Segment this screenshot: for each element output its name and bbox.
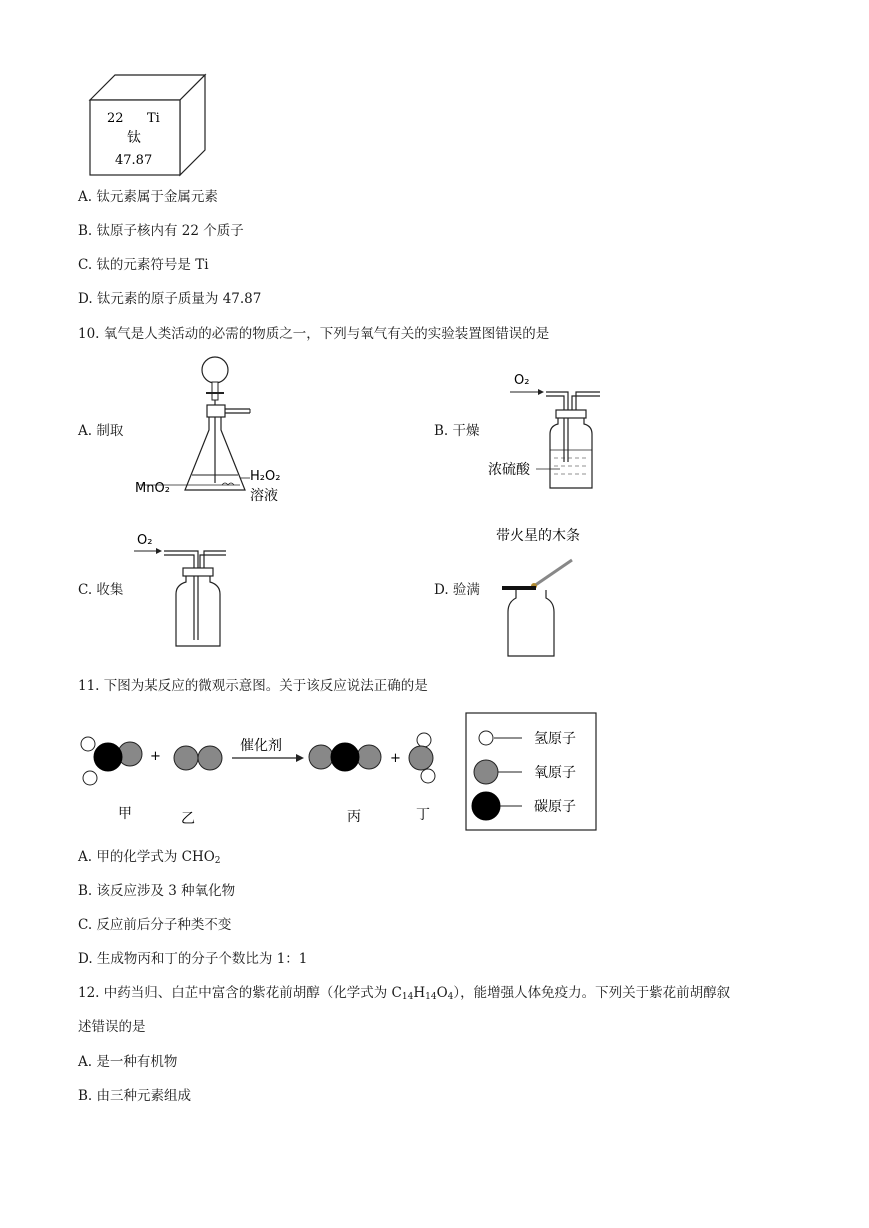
plus-2: +	[390, 751, 401, 766]
q9-option-a: A. 钛元素属于金属元素	[78, 189, 218, 205]
q12-mid-h: H	[413, 985, 426, 1001]
legend-carbon: 碳原子	[534, 799, 576, 815]
mno2-label: MnO₂	[135, 481, 170, 496]
q10-option-c: C. 收集	[78, 582, 124, 598]
q12-sub-h: 14	[425, 992, 437, 1002]
q11-option-a	[78, 848, 221, 870]
o2-label-b: O₂	[514, 373, 530, 388]
test-full-apparatus	[494, 522, 614, 662]
legend-hydrogen: 氢原子	[534, 731, 576, 747]
q12-sub-o: 4	[447, 992, 454, 1002]
q10-option-a: A. 制取	[78, 423, 124, 439]
q12-option-a: A. 是一种有机物	[78, 1054, 178, 1070]
solution-label: 溶液	[250, 488, 278, 504]
drying-apparatus	[488, 372, 618, 497]
collection-apparatus	[134, 530, 234, 650]
splint-label: 带火星的木条	[496, 528, 580, 544]
q11-stem: 11. 下图为某反应的微观示意图。关于该反应说法正确的是	[78, 678, 428, 694]
q10-stem: 10. 氧气是人类活动的必需的物质之一，下列与氧气有关的实验装置图错误的是	[78, 326, 550, 342]
q12-option-b: B. 由三种元素组成	[78, 1088, 192, 1104]
conc-acid-label: 浓硫酸	[488, 462, 530, 478]
o2-label-c: O₂	[137, 533, 153, 548]
name-bing: 丙	[347, 809, 361, 825]
element-name: 钛	[127, 130, 141, 146]
q11-option-c: C. 反应前后分子种类不变	[78, 917, 232, 933]
name-ding: 丁	[416, 807, 430, 823]
titanium-element-card	[85, 70, 210, 180]
q12-sub-c: 14	[401, 992, 414, 1002]
q9-option-d: D. 钛元素的原子质量为 47.87	[78, 291, 262, 307]
q11-option-a-text: A. 甲的化学式为 CHO	[78, 849, 215, 865]
name-jia: 甲	[118, 806, 132, 822]
atomic-mass: 47.87	[115, 153, 153, 168]
oxygen-generation-apparatus	[130, 355, 300, 505]
legend-oxygen: 氧原子	[534, 765, 576, 781]
atomic-number: 22	[107, 111, 124, 126]
plus-1: +	[150, 749, 161, 764]
q9-option-c: C. 钛的元素符号是 Ti	[78, 257, 209, 273]
q12-stem-line1	[78, 984, 730, 1006]
element-symbol: Ti	[147, 111, 160, 126]
catalyst-label: 催化剂	[240, 738, 282, 754]
q11-option-d: D. 生成物丙和丁的分子个数比为 1：1	[78, 951, 308, 967]
h2o2-label: H₂O₂	[250, 469, 281, 484]
q10-option-b: B. 干燥	[434, 423, 480, 439]
q12-stem-line2: 述错误的是	[78, 1019, 146, 1035]
q9-option-b: B. 钛原子核内有 22 个质子	[78, 223, 244, 239]
reaction-micro-diagram	[78, 710, 608, 835]
q10-option-d: D. 验满	[434, 582, 480, 598]
name-yi: 乙	[181, 811, 195, 827]
q11-option-a-subscript: 2	[214, 856, 221, 866]
q11-option-b: B. 该反应涉及 3 种氧化物	[78, 883, 236, 899]
q12-stem-pre: 12. 中药当归、白芷中富含的紫花前胡醇（化学式为 C	[78, 985, 402, 1001]
q12-stem-post: ），能增强人体免疫力。下列关于紫花前胡醇叙	[453, 985, 731, 1001]
q12-mid-o: O	[436, 985, 448, 1001]
